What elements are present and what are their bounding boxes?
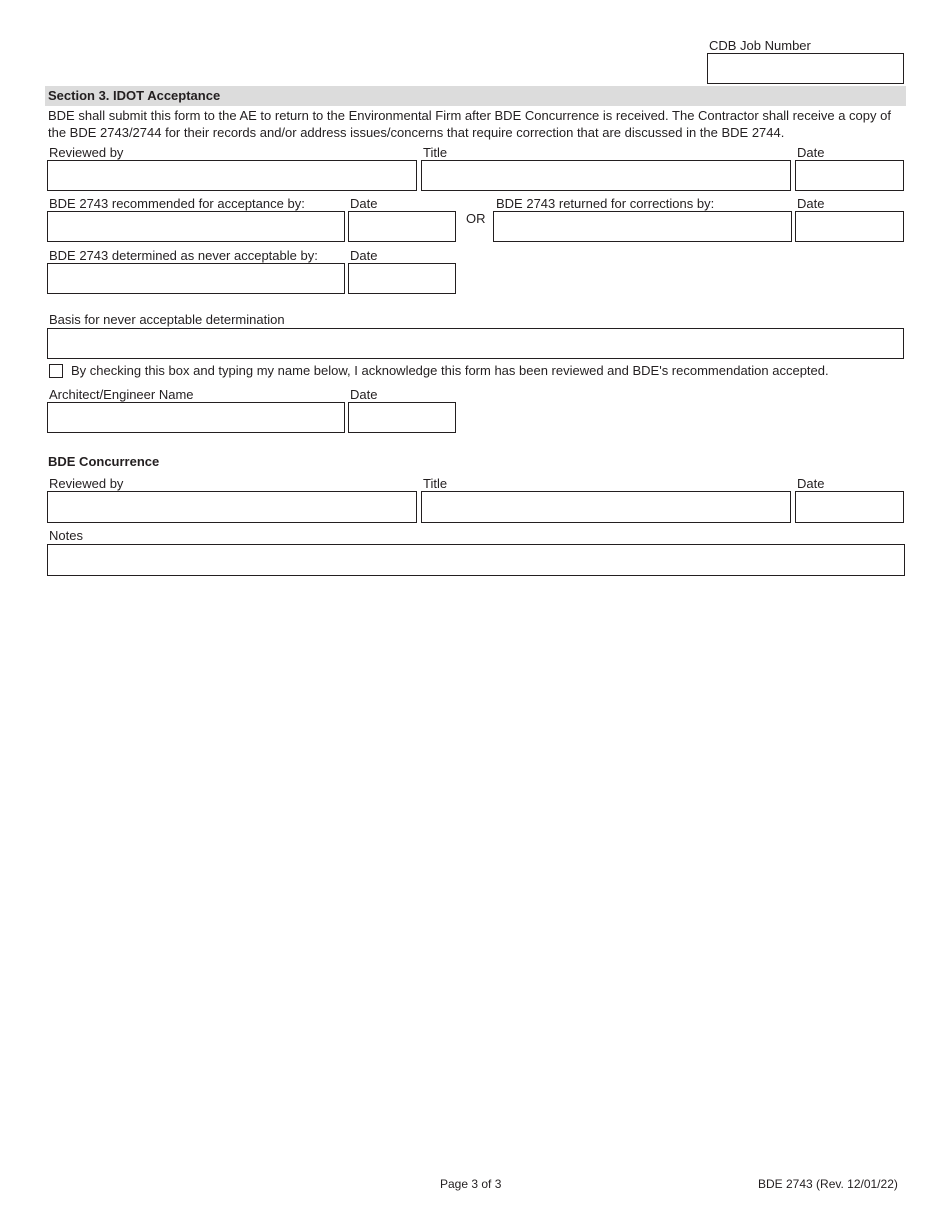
section-3-instructions: BDE shall submit this form to the AE to return to the Environmental Firm after BDE Concurrence is received. The Contractor shall receive a copy of the BDE 2743/2744 for their records and/or address issues/concerns that require correction that are discussed in the BDE 2744. — [48, 108, 891, 140]
ae-date-label: Date — [350, 387, 378, 402]
reviewed-by-label: Reviewed by — [49, 145, 124, 160]
form-id: BDE 2743 (Rev. 12/01/22) — [758, 1177, 898, 1191]
ae-name-field[interactable] — [47, 402, 345, 433]
concurrence-title-label: Title — [423, 476, 448, 491]
recommended-by-field[interactable] — [47, 211, 345, 242]
notes-field[interactable] — [47, 544, 905, 576]
reviewed-date-field[interactable] — [795, 160, 904, 191]
recommended-for-acceptance-label: BDE 2743 recommended for acceptance by: — [49, 196, 305, 211]
date-label: Date — [797, 145, 825, 160]
basis-field[interactable] — [47, 328, 904, 359]
never-acceptable-label: BDE 2743 determined as never acceptable by: — [49, 248, 318, 263]
acknowledge-checkbox[interactable] — [49, 364, 63, 378]
returned-for-corrections-label: BDE 2743 returned for corrections by: — [496, 196, 715, 211]
cdb-job-number-label: CDB Job Number — [709, 38, 811, 53]
recommended-date-field[interactable] — [348, 211, 456, 242]
basis-label: Basis for never acceptable determination — [49, 312, 285, 327]
reviewed-by-field[interactable] — [47, 160, 417, 191]
concurrence-date-label: Date — [797, 476, 825, 491]
never-acceptable-date-label: Date — [350, 248, 378, 263]
ae-name-label: Architect/Engineer Name — [49, 387, 194, 402]
acknowledge-text: By checking this box and typing my name below, I acknowledge this form has been reviewed and BDE's recommendation accepted. — [71, 363, 829, 378]
page-number: Page 3 of 3 — [440, 1177, 502, 1191]
bde-concurrence-heading: BDE Concurrence — [48, 454, 160, 469]
section-3-title: Section 3. IDOT Acceptance — [48, 88, 221, 103]
never-acceptable-by-field[interactable] — [47, 263, 345, 294]
or-label: OR — [466, 211, 486, 226]
concurrence-reviewed-by-field[interactable] — [47, 491, 417, 523]
returned-by-field[interactable] — [493, 211, 792, 242]
concurrence-date-field[interactable] — [795, 491, 904, 523]
concurrence-reviewed-by-label: Reviewed by — [49, 476, 124, 491]
cdb-job-number-field[interactable] — [707, 53, 904, 84]
returned-date-field[interactable] — [795, 211, 904, 242]
concurrence-title-field[interactable] — [421, 491, 791, 523]
title-label: Title — [423, 145, 448, 160]
title-field[interactable] — [421, 160, 791, 191]
recommended-date-label: Date — [350, 196, 378, 211]
ae-date-field[interactable] — [348, 402, 456, 433]
notes-label: Notes — [49, 528, 83, 543]
never-acceptable-date-field[interactable] — [348, 263, 456, 294]
returned-date-label: Date — [797, 196, 825, 211]
